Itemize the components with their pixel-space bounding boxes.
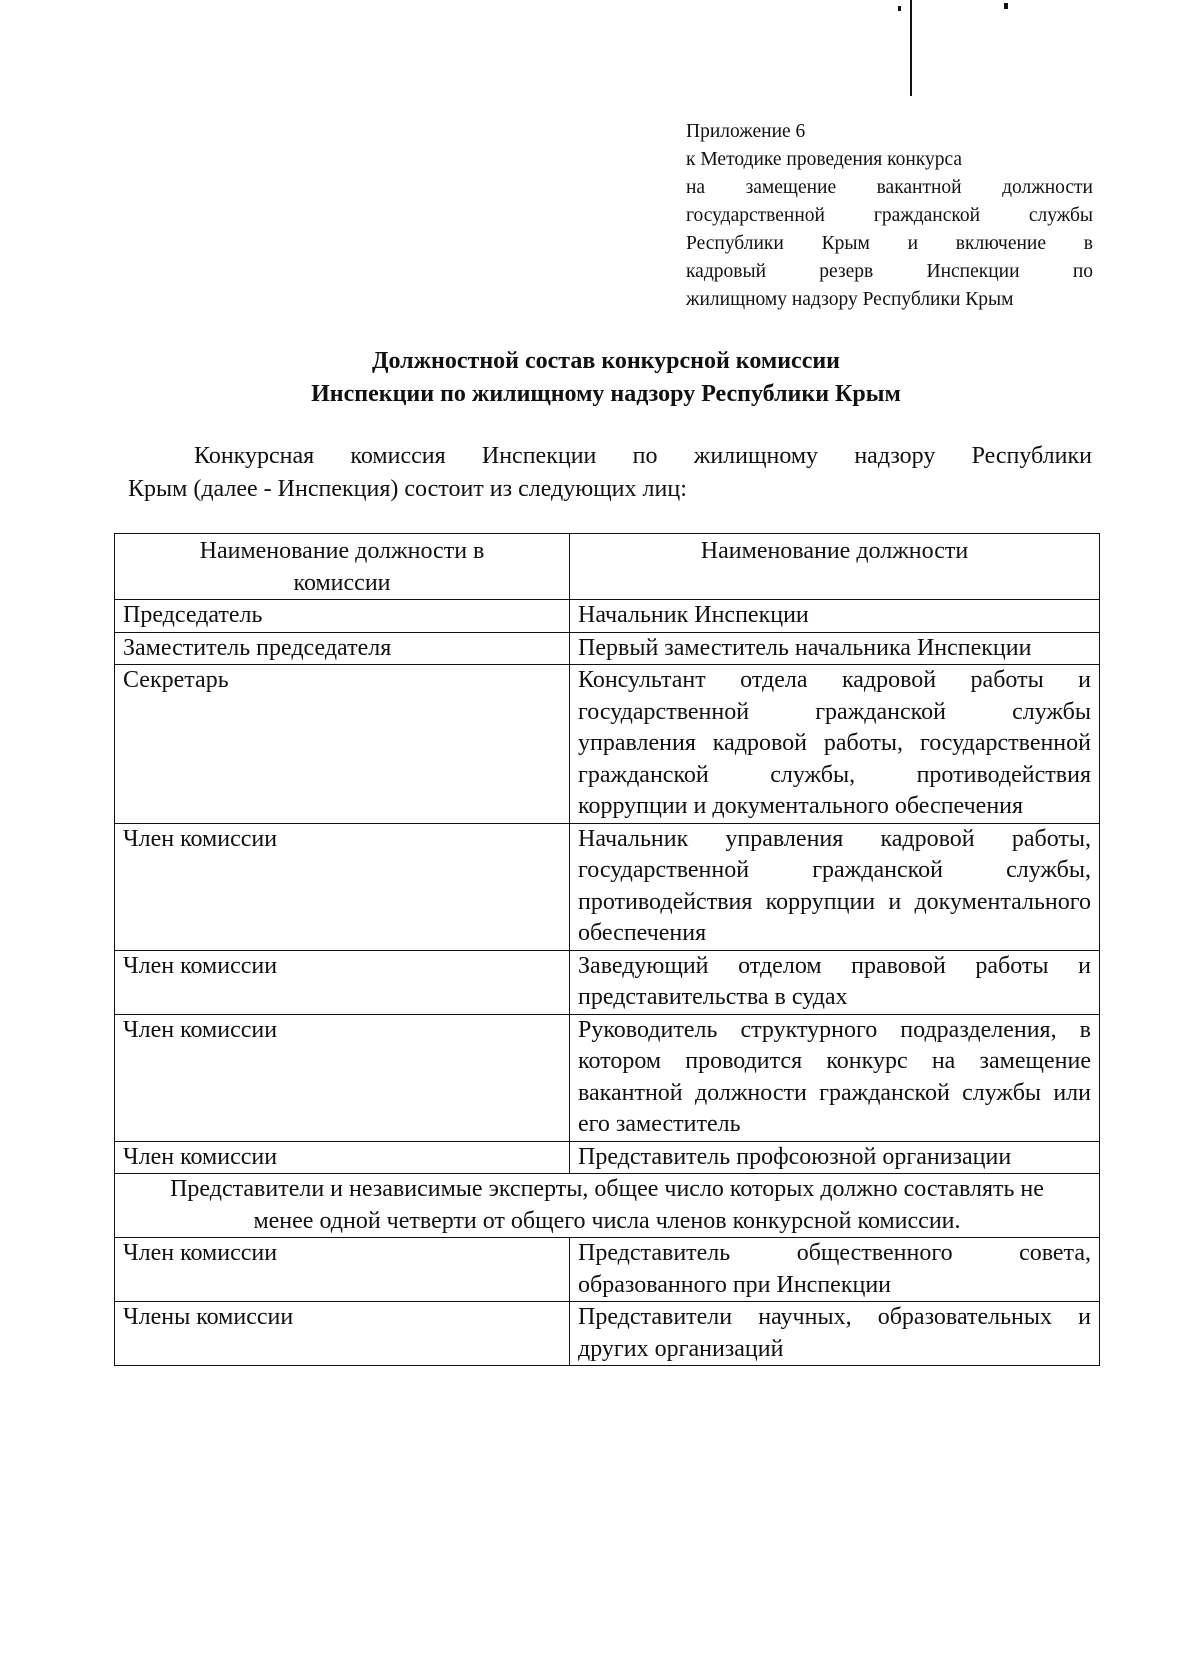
scan-mark-vertical-line xyxy=(910,0,912,96)
table-section-row xyxy=(115,1174,1100,1238)
table-row xyxy=(115,632,1100,665)
header-role: Наименование должности в комиссии xyxy=(115,534,570,600)
experts-section-note: Представители и независимые эксперты, общее число которых должно составлять не менее одной четверти от общего числа членов конкурсной комиссии. xyxy=(115,1174,1100,1238)
role-cell: Член комиссии xyxy=(115,823,570,950)
table-row xyxy=(115,600,1100,633)
appendix-line: жилищному надзору Республики Крым xyxy=(686,289,1014,310)
position-cell: Представитель общественного совета, образованного при Инспекции xyxy=(570,1238,1100,1302)
scan-mark-dot-right xyxy=(1004,3,1008,9)
appendix-note xyxy=(686,118,1093,314)
table-row xyxy=(115,1141,1100,1174)
table-row xyxy=(115,1238,1100,1302)
table-row xyxy=(115,1302,1100,1366)
intro-paragraph xyxy=(128,440,1092,506)
title-line: Инспекции по жилищному надзору Республики Крым xyxy=(311,381,901,407)
commission-table xyxy=(114,533,1100,1366)
appendix-line: Республики Крым и включение в xyxy=(686,233,1093,254)
role-cell: Член комиссии xyxy=(115,1141,570,1174)
table-row xyxy=(115,823,1100,950)
position-cell: Начальник Инспекции xyxy=(570,600,1100,633)
position-cell: Первый заместитель начальника Инспекции xyxy=(570,632,1100,665)
table-row xyxy=(115,950,1100,1014)
role-cell: Заместитель председателя xyxy=(115,632,570,665)
table-row xyxy=(115,665,1100,824)
table-row xyxy=(115,1014,1100,1141)
position-cell: Представитель профсоюзной организации xyxy=(570,1141,1100,1174)
appendix-line: государственной гражданской службы xyxy=(686,205,1093,226)
appendix-line: на замещение вакантной должности xyxy=(686,177,1093,198)
position-cell: Представители научных, образовательных и других организаций xyxy=(570,1302,1100,1366)
role-cell: Члены комиссии xyxy=(115,1302,570,1366)
position-cell: Заведующий отделом правовой работы и представительства в судах xyxy=(570,950,1100,1014)
role-cell: Член комиссии xyxy=(115,1014,570,1141)
appendix-line: к Методике проведения конкурса xyxy=(686,149,963,170)
role-cell: Секретарь xyxy=(115,665,570,824)
position-cell: Руководитель структурного подразделения, в котором проводится конкурс на замещение вакантной должности гражданской службы или его заместитель xyxy=(570,1014,1100,1141)
title-line: Должностной состав конкурсной комиссии xyxy=(371,348,840,374)
role-cell: Председатель xyxy=(115,600,570,633)
role-cell: Член комиссии xyxy=(115,1238,570,1302)
position-cell: Консультант отдела кадровой работы и государственной гражданской службы управления кадровой работы, государственной гражданской службы, противодействия коррупции и документального обеспечения xyxy=(570,665,1100,824)
header-position: Наименование должности xyxy=(570,534,1100,600)
table-header-row xyxy=(115,534,1100,600)
appendix-line: кадровый резерв Инспекции по xyxy=(686,261,1093,282)
scan-mark-dot-left xyxy=(898,6,901,11)
role-cell: Член комиссии xyxy=(115,950,570,1014)
intro-line: Крым (далее - Инспекция) состоит из следующих лиц: xyxy=(128,476,687,502)
document-title xyxy=(110,345,1102,411)
appendix-line: Приложение 6 xyxy=(686,121,806,142)
position-cell: Начальник управления кадровой работы, государственной гражданской службы, противодействия коррупции и документального обеспечения xyxy=(570,823,1100,950)
intro-line: Конкурсная комиссия Инспекции по жилищному надзору Республики xyxy=(194,443,1092,469)
